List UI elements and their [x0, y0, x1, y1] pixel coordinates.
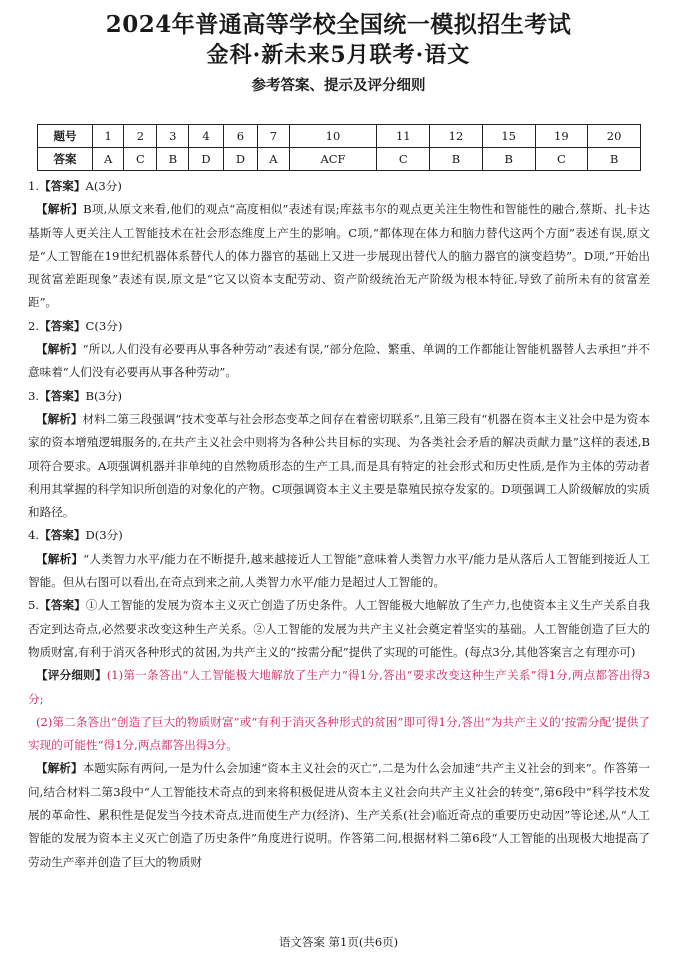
- answer-tag: 【答案】: [39, 528, 86, 543]
- q4-answer: [28, 524, 650, 547]
- answer-cell: C: [124, 148, 157, 171]
- answer-table: [37, 124, 641, 171]
- answer-tag: 【答案】: [39, 318, 86, 333]
- analysis-text: 材料二第三段强调“技术变革与社会形态变革之间存在着密切联系”,且第三段有“机器在资本主义社会中是为资本家的资本增殖逻辑服务的,在共产主义社会中则将为各种公共目标的实现、为各类社会矛盾的解决贡献力量”这样的表述,B项符合要求。A项强调机器并非单纯的自然物质形态的生产工具,而是具有特定的社会形式和历史性质,是作为主体的劳动者利用其掌握的科学知识所创造的对象化的产物。C项强调资本主义主要是靠殖民掠夺发家的。D项强调工人阶级解放的实质和路径。: [28, 411, 650, 520]
- q5-rubric-1: [28, 664, 650, 711]
- q2-answer: [28, 315, 650, 338]
- page-footer: 语文答案 第1页(共6页): [278, 935, 399, 949]
- answer-tag: 【答案】: [39, 388, 86, 403]
- question-number-label: 1.: [28, 179, 40, 193]
- analysis-text: 本题实际有两问,一是为什么会加速“资本主义社会的灭亡”,二是为什么会加速“共产主义社会的到来”。作答第一问,结合材料二第3段中“人工智能技术奇点的到来将积极促进从资本主义社会向共产主义社会的转变”,第6段中“科学技术发展的革命性、累积性是促发当今技术奇点,进而使生产力(经济)、生产关系(社会)临近奇点的重要历史动因”等论述,从“人工智能的发展为资本主义灭亡创造了历史条件”角度进行说明。作答第二问,根据材料二第6段“人工智能的出现极大地提高了劳动生产率并创造了巨大的物质财: [28, 761, 650, 869]
- rubric-tag: 【评分细则】: [36, 668, 107, 683]
- answer-explanations: [28, 175, 650, 874]
- q5-rubric-2: [28, 711, 650, 758]
- question-number: 10: [289, 125, 377, 148]
- answer-text: C(3分): [85, 318, 123, 333]
- answer-cell: D: [189, 148, 223, 171]
- answer-cell: A: [258, 148, 289, 171]
- question-number-label: 3.: [28, 388, 40, 403]
- question-number: 6: [223, 125, 257, 148]
- exam-subtitle: 金科·新未来5月联考·语文: [206, 42, 471, 68]
- question-number-label: 2.: [28, 318, 40, 333]
- question-number: 1: [93, 125, 124, 148]
- q5-analysis: [28, 757, 650, 873]
- analysis-text: “人类智力水平/能力在不断提升,越来越接近人工智能”意味着人类智力水平/能力是从落后人工智能到接近人工智能。但从右图可以看出,在奇点到来之前,人类智力水平/能力是超过人工智能的。: [28, 551, 650, 590]
- answer-tag: 【答案】: [39, 179, 86, 193]
- q1-answer: [28, 175, 650, 198]
- section-title: 参考答案、提示及评分细则: [251, 77, 426, 94]
- q2-analysis: [28, 338, 650, 385]
- answer-row: [38, 148, 641, 171]
- question-number: 7: [258, 125, 289, 148]
- answer-cell: A: [93, 148, 124, 171]
- question-number: 3: [157, 125, 189, 148]
- analysis-tag: 【解析】: [36, 202, 84, 217]
- answer-text: ①人工智能的发展为资本主义灭亡创造了历史条件。人工智能极大地解放了生产力,也使资本主义生产关系自我否定到达奇点,必然要求改变这种生产关系。②人工智能的发展为共产主义社会奠定着坚实的基础。人工智能创造了巨大的物质财富,有利于消灭各种形式的贫困,为共产主义的“按需分配”提供了实现的可能性。(每点3分,其他答案言之有理亦可): [28, 598, 650, 659]
- question-number: 12: [430, 125, 483, 148]
- question-number: 15: [482, 125, 535, 148]
- question-number: 19: [535, 125, 588, 148]
- answer-cell: ACF: [289, 148, 377, 171]
- question-number-label: 5.: [28, 598, 40, 613]
- analysis-tag: 【解析】: [36, 411, 83, 426]
- answer-cell: C: [377, 148, 430, 171]
- answer-cell: B: [482, 148, 535, 171]
- answer-cell: D: [223, 148, 257, 171]
- row-label-question: 题号: [38, 125, 93, 148]
- analysis-text: “所以,人们没有必要再从事各种劳动”表述有误,“部分危险、繁重、单调的工作都能让智能机器替人去承担”并不意味着“人们没有必要再从事各种劳动”。: [28, 342, 650, 380]
- question-number: 20: [588, 125, 641, 148]
- answer-cell: B: [588, 148, 641, 171]
- analysis-text: B项,从原文来看,他们的观点“高度相似”表述有误;库兹韦尔的观点更关注生物性和智能性的融合,蔡斯、扎卡达基斯等人更关注人工智能技术在社会形态维度上产生的影响。C项,“都体现在体力和脑力替代这两个方面”表述有误,原文是“人工智能在19世纪机器体系替代人的体力器官的基础上又进一步展现出替代人的脑力器官的演变趋势”。D项,“开始出现贫富差距现象”表述有误,原文是“它又以资本支配劳动、资产阶级统治无产阶级为根本特征,导致了前所未有的贫富差距”。: [28, 202, 650, 310]
- analysis-tag: 【解析】: [36, 551, 84, 566]
- question-number: 2: [124, 125, 157, 148]
- q5-answer: [28, 594, 650, 664]
- question-number-label: 4.: [28, 528, 40, 543]
- q3-analysis: [28, 408, 650, 524]
- answer-cell: B: [430, 148, 483, 171]
- analysis-tag: 【解析】: [36, 761, 83, 776]
- answer-text: B(3分): [85, 388, 122, 403]
- answer-text: D(3分): [85, 528, 123, 543]
- answer-cell: B: [157, 148, 189, 171]
- row-label-answer: 答案: [38, 148, 93, 171]
- q3-answer: [28, 385, 650, 408]
- answer-tag: 【答案】: [39, 598, 86, 613]
- exam-title: 2024年普通高等学校全国统一模拟招生考试: [105, 11, 572, 38]
- answer-text: A(3分): [85, 179, 122, 193]
- question-number: 4: [189, 125, 223, 148]
- analysis-tag: 【解析】: [36, 342, 83, 357]
- rubric-text: (1)第一条答出“人工智能极大地解放了生产力”得1分,答出“要求改变这种生产关系”得1分,两点都答出得3分;: [28, 668, 650, 706]
- question-number: 11: [377, 125, 430, 148]
- q1-analysis: [28, 198, 650, 314]
- rubric-text: (2)第二条答出“创造了巨大的物质财富”或“有利于消灭各种形式的贫困”即可得1分,答出“为共产主义的‘按需分配’提供了实现的可能性”得1分,两点都答出得3分。: [28, 714, 650, 753]
- q4-analysis: [28, 548, 650, 595]
- answer-cell: C: [535, 148, 588, 171]
- question-number-row: [38, 125, 641, 148]
